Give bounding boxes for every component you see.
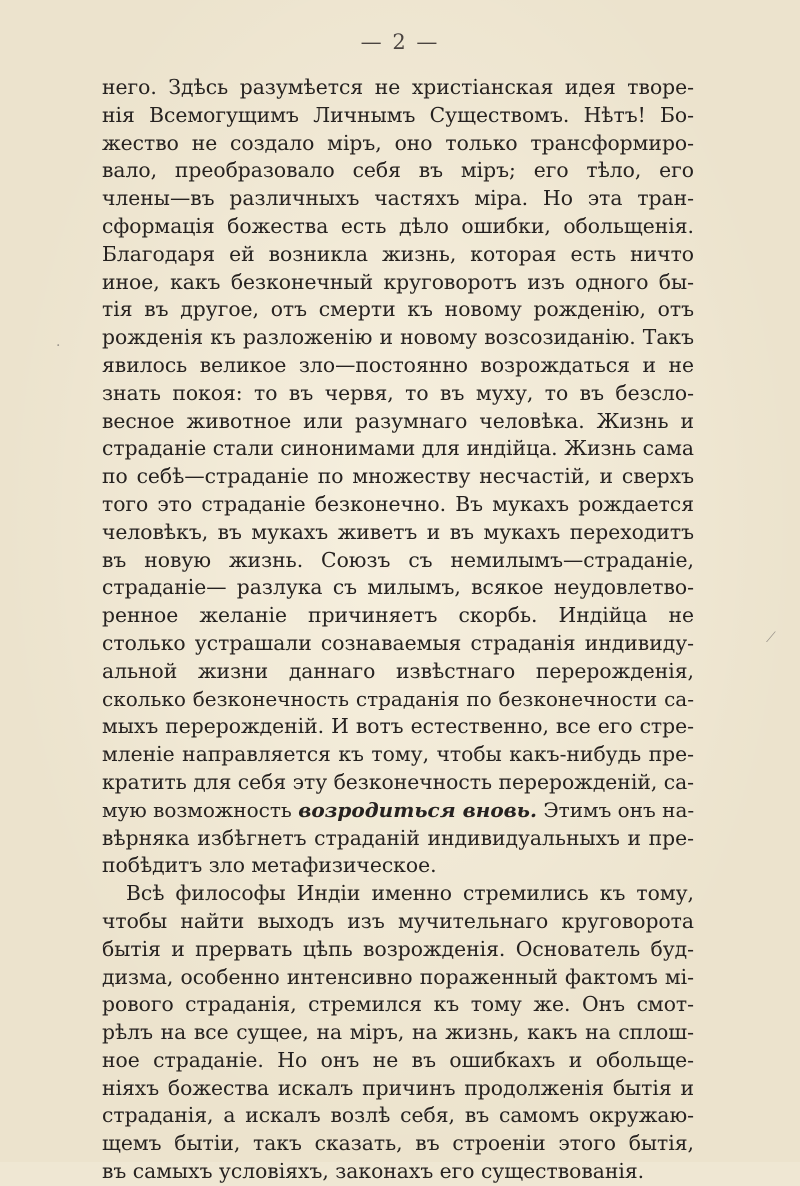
line-segment: мую возможность — [102, 797, 299, 822]
paragraph-2 — [102, 880, 694, 1186]
text-line: жество не создало міръ, оно только трансформиро- — [102, 130, 694, 155]
text-line: знать покоя: то въ червя, то въ муху, то въ безсло- — [102, 380, 694, 405]
text-line: сколько безконечность страданія по безконечности са- — [102, 686, 694, 711]
text-line: ренное желаніе причиняетъ скорбь. Индійца не — [102, 603, 694, 628]
text-line: вало, преобразовало себя въ міръ; его тѣло, его — [102, 158, 694, 183]
text-line-with-emphasis — [102, 797, 694, 825]
text-line: по себѣ—страданіе по множеству несчастій, и сверхъ — [102, 464, 694, 489]
text-line: тія въ другое, отъ смерти къ новому рожденію, отъ — [102, 297, 694, 322]
text-line: Благодаря ей возникла жизнь, которая есть ничто — [102, 241, 694, 266]
text-line: рового страданія, стремился къ тому же. Онъ смот- — [102, 992, 694, 1017]
text-line: мленіе направляется къ тому, чтобы какъ-нибудь пре- — [102, 742, 694, 767]
text-line: альной жизни даннаго извѣстнаго перерожденія, — [102, 658, 694, 683]
margin-dot-mark: · — [56, 338, 61, 354]
text-line: страданія, а искалъ возлѣ себя, въ самомъ окружаю- — [102, 1103, 694, 1128]
emphasized-phrase: возродиться вновь. — [298, 797, 537, 822]
text-line: него. Здѣсь разумѣется не христіанская идея творе- — [102, 75, 694, 99]
text-line: ное страданіе. Но онъ не въ ошибкахъ и обольще- — [102, 1047, 694, 1072]
text-line: мыхъ перерожденій. И вотъ естественно, все его стре- — [102, 714, 694, 739]
text-line: того это страданіе безконечно. Въ мукахъ рождается — [102, 491, 694, 516]
text-line: побѣдитъ зло метафизическое. — [102, 853, 437, 878]
text-line: ніяхъ божества искалъ причинъ продолженія бытія и — [102, 1075, 694, 1100]
text-line: нія Всемогущимъ Личнымъ Существомъ. Нѣтъ! Бо- — [102, 102, 694, 127]
text-line: столько устрашали сознаваемыя страданія индивиду- — [102, 630, 694, 655]
text-line: страданіе стали синонимами для индійца. Жизнь сама — [102, 436, 694, 461]
text-line: явилось великое зло—постоянно возрождаться и не — [102, 352, 694, 377]
text-line: въ новую жизнь. Союзъ съ немилымъ—страданіе, — [102, 547, 694, 572]
text-line: въ самыхъ условіяхъ, законахъ его существованія. — [102, 1159, 645, 1184]
paragraph-1 — [102, 74, 694, 880]
line-segment: Этимъ онъ на- — [536, 797, 695, 822]
text-line: щемъ бытіи, такъ сказать, въ строеніи этого бытія, — [102, 1131, 694, 1156]
text-line: иное, какъ безконечный круговоротъ изъ одного бы- — [102, 269, 694, 294]
text-line: Всѣ философы Индіи именно стремились къ тому, — [126, 881, 694, 906]
text-line: рожденія къ разложенію и новому возсозиданію. Такъ — [102, 325, 694, 350]
text-line: человѣкъ, въ мукахъ живетъ и въ мукахъ переходитъ — [102, 519, 694, 544]
text-line: сформація божества есть дѣло ошибки, обольщенія. — [102, 213, 694, 238]
text-line: дизма, особенно интенсивно пораженный фактомъ мі- — [102, 964, 694, 989]
text-line: бытія и прервать цѣпь возрожденія. Основатель буд- — [102, 936, 694, 961]
text-line: весное животное или разумнаго человѣка. Жизнь и — [102, 408, 694, 433]
page-number: — 2 — — [360, 30, 440, 54]
text-line: рѣлъ на все сущее, на міръ, на жизнь, какъ на сплош- — [102, 1020, 694, 1045]
body-text — [102, 74, 694, 1186]
text-line: кратить для себя эту безконечность перерожденій, са- — [102, 769, 695, 794]
text-line: страданіе— разлука съ милымъ, всякое неудовлетво- — [102, 575, 694, 600]
text-line: вѣрняка избѣгнетъ страданій индивидуальныхъ и пре- — [102, 825, 694, 850]
margin-tick-mark: ⟋ — [766, 630, 776, 646]
text-line: чтобы найти выходъ изъ мучительнаго круговорота — [102, 908, 694, 933]
text-line: члены—въ различныхъ частяхъ міра. Но эта тран- — [102, 186, 694, 211]
